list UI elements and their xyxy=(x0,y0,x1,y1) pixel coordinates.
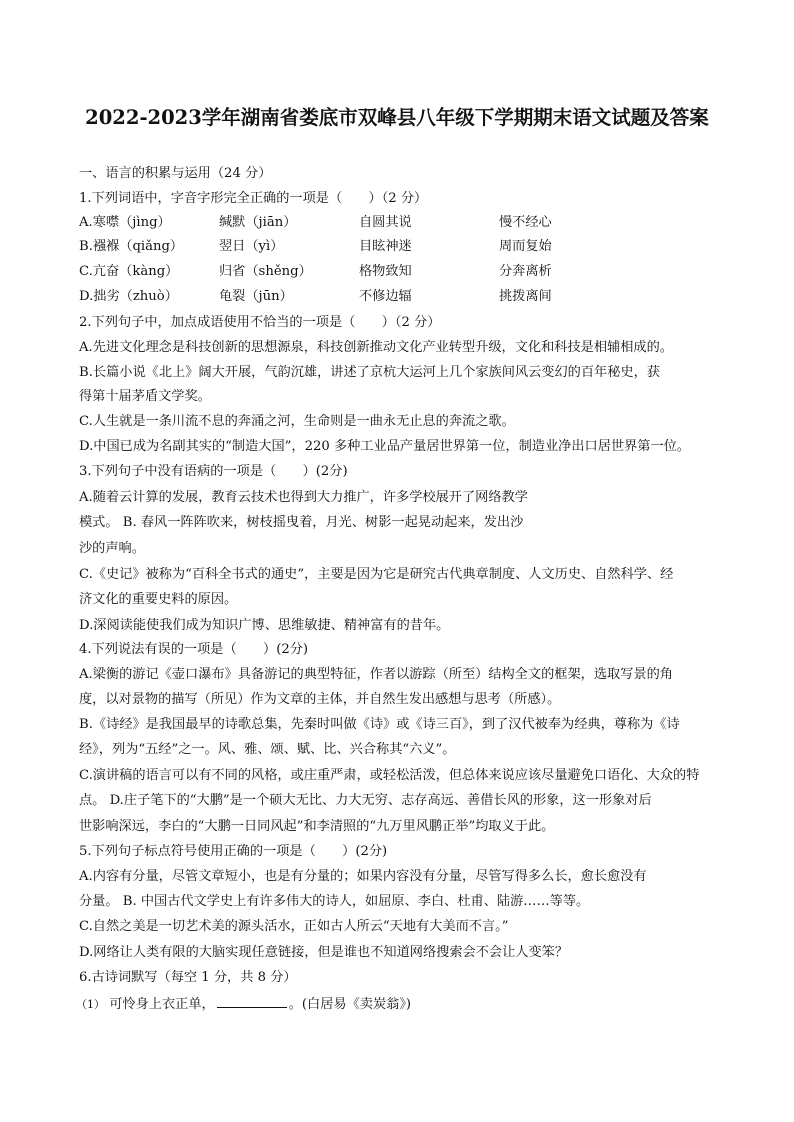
q5-option-a-line2: 分量。 B. 中国古代文学史上有许多伟大的诗人，如屈原、李白、杜甫、陆游……等等。 xyxy=(79,894,590,909)
q3-option-c-line1: C.《史记》被称为“百科全书式的通史”，主要是因为它是研究古代典章制度、人文历史、自然科学、经 xyxy=(79,567,674,582)
q2-option-c: C.人生就是一条川流不息的奔涌之河，生命则是一曲永无止息的奔流之歌。 xyxy=(79,414,515,429)
q3-option-c-line2: 济文化的重要史料的原因。 xyxy=(79,592,238,607)
q1-option-c-3: 格物致知 xyxy=(359,264,412,279)
q5-option-a-line1: A.内容有分量，尽管文章短小，也是有分量的；如果内容没有分量，尽管写得多么长，愈长愈没有 xyxy=(79,869,647,884)
q1-option-b-1: B.襁褓（qiǎng） xyxy=(79,239,184,254)
q4-option-b-line1: B.《诗经》是我国最早的诗歌总集，先秦时叫做《诗》或《诗三百》，到了汉代被奉为经典，尊称为《诗 xyxy=(79,717,680,732)
q6-item-1-suffix: 。(白居易《卖炭翁》) xyxy=(288,997,412,1012)
q4-option-c-line1: C.演讲稿的语言可以有不同的风格，或庄重严肃，或轻松活泼，但总体来说应该尽量避免口语化、大众的特 xyxy=(79,768,700,783)
q4-option-a-line2: 度，以对景物的描写（所见）作为文章的主体，并自然生发出感想与思考（所感）。 xyxy=(79,692,561,707)
q1-option-c-1: C.亢奋（kàng） xyxy=(79,264,179,279)
q1-option-b-2: 翌日（yì） xyxy=(219,239,284,254)
q3-option-d: D.深阅读能使我们成为知识广博、思维敏捷、精神富有的昔年。 xyxy=(79,618,450,633)
q1-option-d-1: D.拙劣（zhuò） xyxy=(79,289,178,304)
q1-option-a-3: 自圆其说 xyxy=(359,215,412,230)
q3-option-a-line1: A.随着云计算的发展，教育云技术也得到大力推广，许多学校展开了网络教学 xyxy=(79,490,528,505)
q1-option-a-4: 慢不经心 xyxy=(499,215,552,230)
q6-item-1-number: （1） xyxy=(76,998,105,1011)
q1-option-d-4: 挑拨离间 xyxy=(499,289,552,304)
q6-item-1 xyxy=(76,995,411,1014)
q1-option-d-2: 龟裂（jūn） xyxy=(219,289,293,304)
q1-option-b-4: 周而复始 xyxy=(499,239,552,254)
q1-option-d-3: 不修边辐 xyxy=(359,289,412,304)
q1-option-a-1: A.寒噤（jìng） xyxy=(79,215,171,230)
q1-option-a-2: 缄默（jiān） xyxy=(219,215,297,230)
question-4-stem: 4.下列说法有误的一项是（ ）(2分) xyxy=(79,642,309,657)
question-6-stem: 6.古诗词默写（每空 1 分，共 8 分） xyxy=(79,970,297,985)
question-2-stem: 2.下列句子中，加点成语使用不恰当的一项是（ ）（2 分） xyxy=(79,315,441,330)
q6-item-1-prefix: 可怜身上衣正单， xyxy=(109,997,215,1012)
question-1-stem: 1.下列词语中，字音字形完全正确的一项是（ ）（2 分） xyxy=(79,191,428,206)
q2-option-a: A.先进文化理念是科技创新的思想源泉，科技创新推动文化产业转型升级，文化和科技是相辅相成的。 xyxy=(79,340,673,355)
q2-option-b-line1: B.长篇小说《北上》阔大开展，气韵沉雄，讲述了京杭大运河上几个家族间风云变幻的百年秘史，获 xyxy=(79,365,660,380)
page-title: 2022-2023学年湖南省娄底市双峰县八年级下学期期末语文试题及答案 xyxy=(85,106,709,129)
q4-option-a-line1: A.梁衡的游记《壶口瀑布》具备游记的典型特征，作者以游踪（所至）结构全文的框架，选取写景的角 xyxy=(79,667,673,682)
q4-option-c-line3: 世影响深远，李白的“大鹏一日同风起”和李清照的“九万里风鹏正举”均取义于此。 xyxy=(79,819,555,834)
q4-option-b-line2: 经》，列为“五经”之一。风、雅、颂、赋、比、兴合称其“六义”。 xyxy=(79,742,456,757)
q5-option-c: C.自然之美是一切艺术美的源头活水，正如古人所云“天地有大美而不言。” xyxy=(79,919,509,934)
question-3-stem: 3.下列句子中没有语病的一项是（ ）(2分) xyxy=(79,464,348,479)
question-5-stem: 5.下列句子标点符号使用正确的一项是（ ）(2分) xyxy=(79,844,388,859)
q2-option-d: D.中国已成为名副其实的“制造大国”，220 多种工业品产量居世界第一位，制造业净出口居世界第一位。 xyxy=(79,439,691,454)
q2-option-b-line2: 得第十届茅盾文学奖。 xyxy=(79,389,211,404)
q3-option-a-line2: 模式。 B. 春风一阵阵吹来，树枝摇曳着，月光、树影一起晃动起来，发出沙 xyxy=(79,515,524,530)
q5-option-d: D.网络让人类有限的大脑实现任意链接，但是谁也不知道网络搜索会不会让人变笨？ xyxy=(79,945,569,960)
answer-blank[interactable] xyxy=(217,995,287,1008)
q1-option-c-4: 分奔离析 xyxy=(499,264,552,279)
section-heading: 一、语言的积累与运用（24 分） xyxy=(79,166,272,181)
q3-option-a-line3: 沙的声响。 xyxy=(79,541,145,556)
q4-option-c-line2: 点。 D.庄子笔下的“大鹏”是一个硕大无比、力大无穷、志存高远、善借长风的形象，这一形象对后 xyxy=(79,793,652,808)
q1-option-b-3: 目眩神迷 xyxy=(359,239,412,254)
q1-option-c-2: 归省（shěng） xyxy=(219,264,312,279)
